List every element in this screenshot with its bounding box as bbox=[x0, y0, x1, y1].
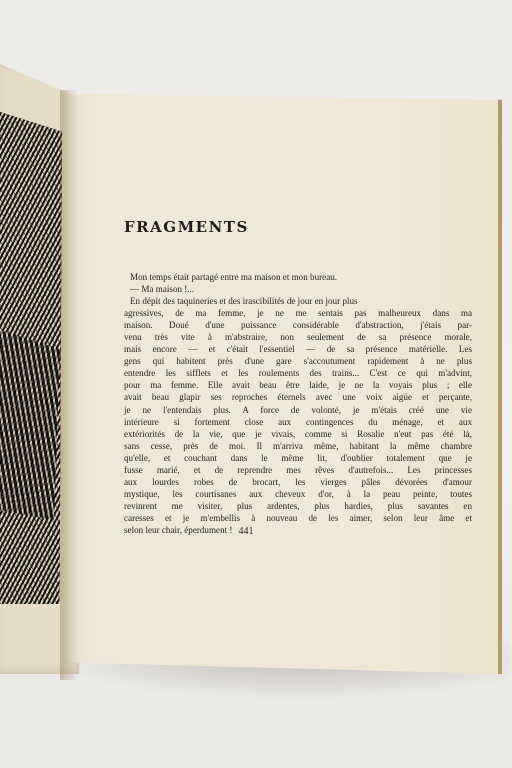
text-line: agressives, de ma femme, je ne me sentais pas malheureux dans ma bbox=[124, 308, 472, 319]
text-line: revinrent me visiter, plus ardentes, plus hardies, plus savantes en bbox=[124, 500, 472, 511]
text-line: fusse marié, et de reprendre mes rêves d'autrefois... Les princesses bbox=[124, 464, 472, 475]
text-line: intérieure si fortement close aux contingences du ménage, et aux bbox=[124, 416, 472, 427]
book-spine bbox=[60, 90, 78, 680]
text-line: gens qui habitent près d'une gare s'accoutument rapidement à ne plus bbox=[124, 356, 472, 367]
text-line: Mon temps était partagé entre ma maison et mon bureau. bbox=[130, 272, 338, 282]
text-line: sans cesse, près de moi. Il m'arriva même, habitant la même chambre bbox=[124, 440, 472, 451]
page-text bbox=[124, 271, 472, 536]
text-line: venu très vite à m'abstraire, non seulement de sa présence morale, bbox=[124, 332, 472, 343]
text-line: avait beau glapir ses reproches éternels avec une voix aigüe et perçante, bbox=[124, 392, 472, 403]
text-line: aux lourdes robes de brocart, les vierges pâles dévorées d'amour bbox=[124, 476, 472, 487]
page-number: 441 bbox=[238, 526, 254, 537]
page-title: FRAGMENTS bbox=[124, 218, 249, 236]
text-line: caresses et je m'embellis à nouveau de les aimer, selon leur âme et bbox=[124, 512, 472, 523]
text-line: qu'elle, et couchant dans le même lit, d'oublier totalement que je bbox=[124, 452, 472, 463]
woodcut-dark-area bbox=[0, 330, 60, 520]
text-line: mais encore — et c'était l'essentiel — de sa présence matérielle. Les bbox=[124, 344, 472, 355]
text-line: pour ma femme. Elle avait beau être laide, je ne la voyais plus ; elle bbox=[124, 380, 472, 391]
text-line: maison. Doué d'une puissance considérable d'abstraction, j'étais par- bbox=[124, 320, 472, 331]
text-line: selon leur chair, éperdument ! bbox=[124, 524, 233, 535]
text-line: — Ma maison !... bbox=[130, 284, 195, 295]
text-line: je ne l'entendais plus. A force de volonté, je m'étais créé une vie bbox=[124, 404, 472, 415]
text-line: En dépit des taquineries et des irascibilités de jour en jour plus bbox=[130, 296, 358, 307]
text-line: mystique, les courtisanes aux cheveux d'or, à la peau peinte, toutes bbox=[124, 488, 472, 499]
text-line: entendre les sifflets et les roulements des trains... C'est ce qui m'advint, bbox=[124, 368, 472, 379]
text-line: extériorités de la vie, que je vivais, comme si Rosalie n'eut pas été là, bbox=[124, 428, 472, 439]
